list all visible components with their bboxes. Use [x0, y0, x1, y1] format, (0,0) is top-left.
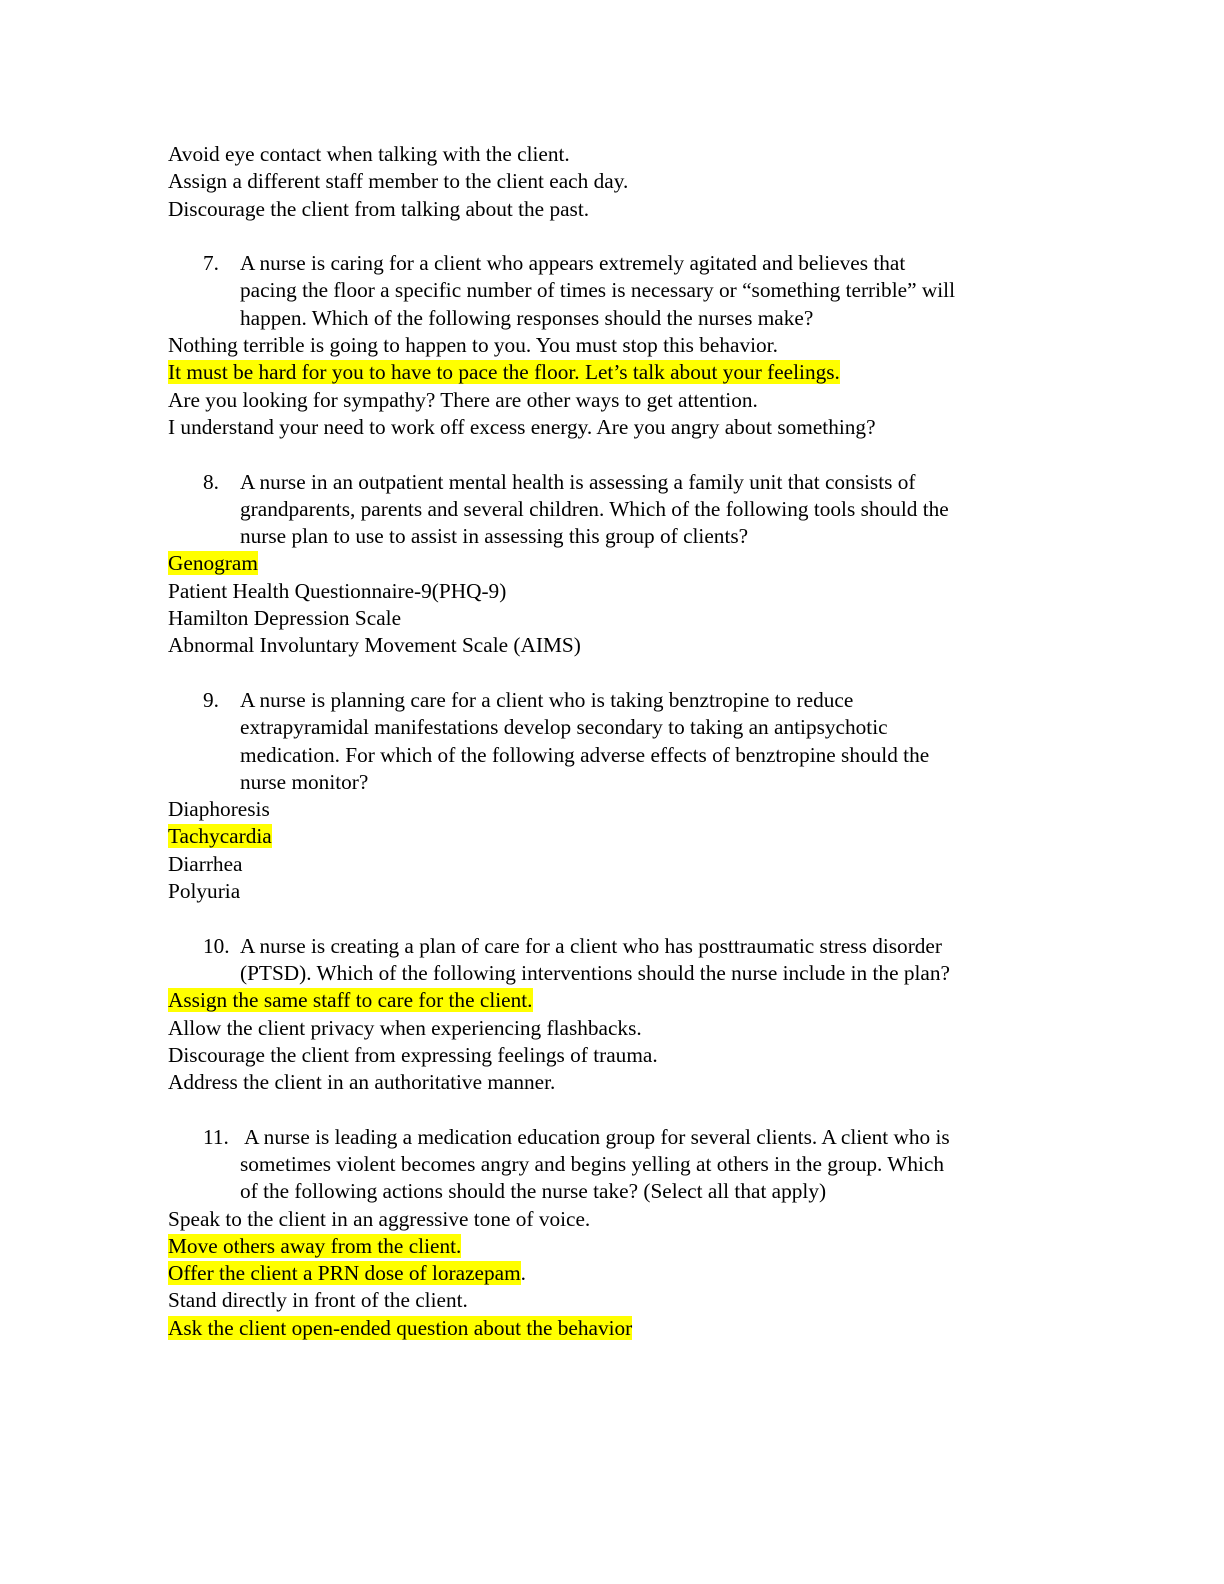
- option-line: Polyuria: [168, 879, 241, 904]
- question-number: 8.: [203, 469, 219, 494]
- question-number: 11.: [203, 1124, 229, 1149]
- question-10: [168, 933, 1048, 988]
- option-line-correct: [168, 550, 1048, 577]
- highlighted-answer: Move others away from the client.: [168, 1233, 462, 1258]
- question-text-line: A nurse is creating a plan of care for a client who has posttraumatic stress disorder: [240, 933, 942, 958]
- question-11: [168, 1124, 1048, 1206]
- question-text-line: pacing the floor a specific number of times is necessary or “something terrible” will: [240, 278, 955, 303]
- question-8-options: [168, 550, 1048, 659]
- trailing-period: .: [520, 1261, 526, 1286]
- option-line: Assign a different staff member to the client each day.: [168, 169, 629, 194]
- question-text-line: nurse monitor?: [240, 769, 369, 794]
- question-text-line: of the following actions should the nurse take? (Select all that apply): [240, 1179, 827, 1204]
- highlighted-answer: It must be hard for you to have to pace the floor. Let’s talk about your feelings.: [168, 360, 840, 385]
- question-text-line: A nurse is caring for a client who appears extremely agitated and believes that: [240, 251, 906, 276]
- option-line-correct: [168, 823, 1048, 850]
- highlighted-answer: Assign the same staff to care for the client.: [168, 988, 533, 1013]
- option-line: Are you looking for sympathy? There are other ways to get attention.: [168, 387, 758, 412]
- option-line: Discourage the client from expressing feelings of trauma.: [168, 1042, 658, 1067]
- highlighted-answer: Tachycardia: [168, 824, 272, 849]
- question-number: 9.: [203, 687, 219, 712]
- option-line-correct: [168, 359, 1048, 386]
- question-7: [168, 250, 1048, 332]
- option-line: Hamilton Depression Scale: [168, 606, 402, 631]
- option-line: Address the client in an authoritative manner.: [168, 1070, 556, 1095]
- option-line-correct: [168, 1260, 1048, 1287]
- question-11-options: [168, 1206, 1048, 1342]
- document-page: [168, 141, 1048, 1342]
- question-text-line: (PTSD). Which of the following interventions should the nurse include in the plan?: [240, 960, 950, 985]
- question-9: [168, 687, 1048, 796]
- option-line: Patient Health Questionnaire-9(PHQ-9): [168, 578, 507, 603]
- option-line: Allow the client privacy when experiencing flashbacks.: [168, 1015, 642, 1040]
- option-line: I understand your need to work off excess energy. Are you angry about something?: [168, 414, 876, 439]
- option-line: Diarrhea: [168, 851, 243, 876]
- question-text-line: A nurse is leading a medication education group for several clients. A client who is: [240, 1124, 950, 1149]
- option-line: Abnormal Involuntary Movement Scale (AIMS): [168, 633, 581, 658]
- question-number: 10.: [203, 933, 230, 958]
- option-line-correct: [168, 987, 1048, 1014]
- question-text-line: happen. Which of the following responses should the nurses make?: [240, 305, 814, 330]
- option-line-correct: [168, 1233, 1048, 1260]
- question-8: [168, 469, 1048, 551]
- option-line: Avoid eye contact when talking with the client.: [168, 142, 570, 166]
- question-text-line: A nurse is planning care for a client who is taking benztropine to reduce: [240, 687, 854, 712]
- highlighted-answer: Offer the client a PRN dose of lorazepam: [168, 1261, 521, 1286]
- question-text-line: A nurse in an outpatient mental health is assessing a family unit that consists of: [240, 469, 916, 494]
- option-line: Stand directly in front of the client.: [168, 1288, 468, 1313]
- question-10-options: [168, 987, 1048, 1096]
- option-line: Speak to the client in an aggressive tone of voice.: [168, 1206, 591, 1231]
- question-7-options: [168, 332, 1048, 441]
- question-text-line: sometimes violent becomes angry and begins yelling at others in the group. Which: [240, 1151, 945, 1176]
- option-line: Nothing terrible is going to happen to you. You must stop this behavior.: [168, 333, 778, 358]
- question-text-line: medication. For which of the following adverse effects of benztropine should the: [240, 742, 930, 767]
- highlighted-answer: Genogram: [168, 551, 258, 576]
- option-line: Diaphoresis: [168, 797, 270, 822]
- option-line: Discourage the client from talking about the past.: [168, 196, 590, 221]
- question-number: 7.: [203, 251, 219, 276]
- question-text-line: extrapyramidal manifestations develop secondary to taking an antipsychotic: [240, 715, 888, 740]
- highlighted-answer: Ask the client open-ended question about the behavior: [168, 1315, 633, 1340]
- question-9-options: [168, 796, 1048, 905]
- question-text-line: grandparents, parents and several children. Which of the following tools should the: [240, 496, 949, 521]
- intro-options: [168, 141, 1048, 223]
- option-line-correct: [168, 1315, 1048, 1342]
- question-text-line: nurse plan to use to assist in assessing this group of clients?: [240, 524, 749, 549]
